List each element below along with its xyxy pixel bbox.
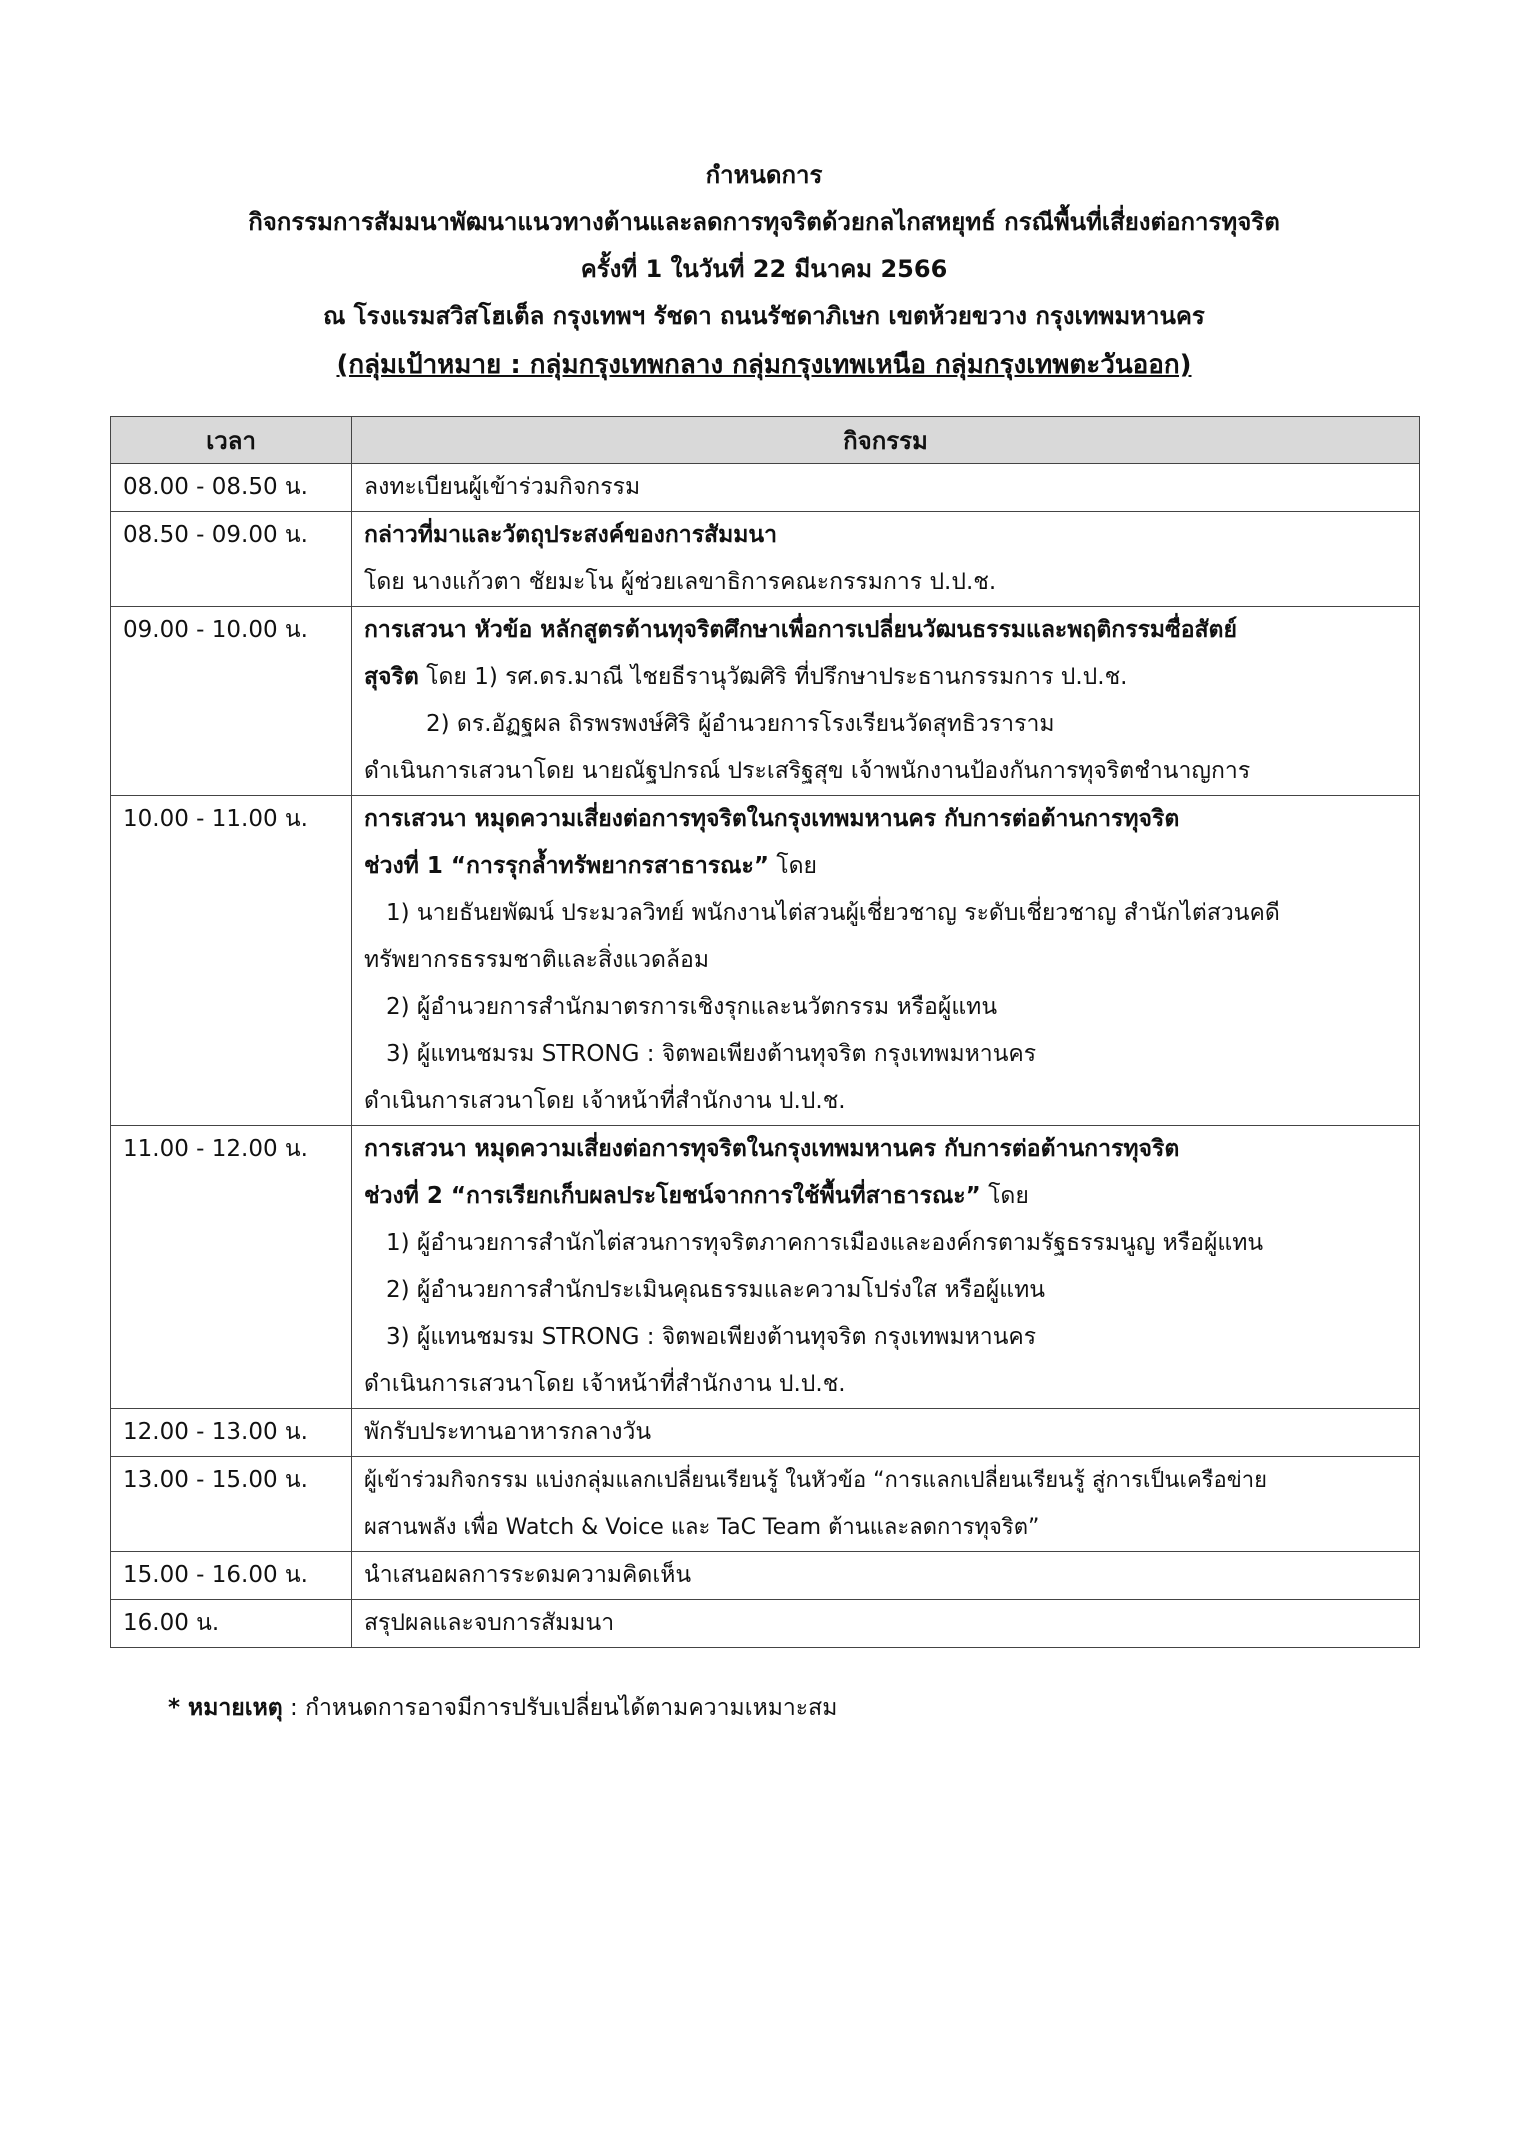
row-activity bbox=[352, 512, 1420, 607]
row-activity bbox=[352, 1126, 1420, 1409]
table-row bbox=[111, 1409, 1420, 1457]
row-activity bbox=[352, 1409, 1420, 1457]
row-time: 08.50 - 09.00 น. bbox=[111, 512, 352, 607]
activity-line bbox=[364, 654, 1407, 701]
row-time: 15.00 - 16.00 น. bbox=[111, 1552, 352, 1600]
activity-title: กล่าวที่มาและวัตถุประสงค์ของการสัมมนา bbox=[364, 522, 778, 548]
header-title: กำหนดการ bbox=[705, 161, 823, 189]
table-row bbox=[111, 1600, 1420, 1648]
row-activity bbox=[352, 1457, 1420, 1552]
by-label: โดย bbox=[980, 1183, 1029, 1209]
row-activity bbox=[352, 464, 1420, 512]
table-row bbox=[111, 1457, 1420, 1552]
activity-title: การเสวนา หัวข้อ หลักสูตรต้านทุจริตศึกษาเพื่อการเปลี่ยนวัฒนธรรมและพฤติกรรมซื่อสัตย์ bbox=[364, 617, 1237, 643]
activity-title-cont: สุจริต bbox=[364, 664, 419, 690]
moderator-line: ดำเนินการเสวนาโดย เจ้าหน้าที่สำนักงาน ป.ป.ช. bbox=[364, 1088, 846, 1114]
row-time: 09.00 - 10.00 น. bbox=[111, 607, 352, 796]
row-activity bbox=[352, 607, 1420, 796]
table-row bbox=[111, 1552, 1420, 1600]
document-header bbox=[0, 152, 1528, 390]
speaker-line: 2) ดร.อัฏฐผล ถิรพรพงษ์ศิริ ผู้อำนวยการโรงเรียนวัดสุทธิวราราม bbox=[426, 711, 1055, 737]
speaker-line: 2) ผู้อำนวยการสำนักมาตรการเชิงรุกและนวัตกรรม หรือผู้แทน bbox=[386, 994, 998, 1020]
activity-line: ผสานพลัง เพื่อ Watch & Voice และ TaC Team ต้านและลดการทุจริต” bbox=[364, 1515, 1040, 1540]
activity-line: ผู้เข้าร่วมกิจกรรม แบ่งกลุ่มแลกเปลี่ยนเรียนรู้ ในหัวข้อ “การแลกเปลี่ยนเรียนรู้ สู่การเป็นเครือข่าย bbox=[364, 1468, 1267, 1493]
activity-line: ลงทะเบียนผู้เข้าร่วมกิจกรรม bbox=[364, 474, 641, 500]
session-title: ช่วงที่ 1 “การรุกล้ำทรัพยากรสาธารณะ” bbox=[364, 853, 769, 879]
moderator-line: ดำเนินการเสวนาโดย นายณัฐปกรณ์ ประเสริฐสุข เจ้าพนักงานป้องกันการทุจริตชำนาญการ bbox=[364, 758, 1251, 784]
footnote-label: * หมายเหตุ bbox=[168, 1695, 283, 1721]
header-target-group: (กลุ่มเป้าหมาย : กลุ่มกรุงเทพกลาง กลุ่มกรุงเทพเหนือ กลุ่มกรุงเทพตะวันออก) bbox=[336, 350, 1192, 380]
column-header-time: เวลา bbox=[111, 417, 352, 464]
header-venue: ณ โรงแรมสวิสโฮเต็ล กรุงเทพฯ รัชดา ถนนรัชดาภิเษก เขตห้วยขวาง กรุงเทพมหานคร bbox=[323, 302, 1205, 330]
activity-line: พักรับประทานอาหารกลางวัน bbox=[364, 1419, 652, 1445]
row-activity bbox=[352, 1600, 1420, 1648]
footnote-text: : กำหนดการอาจมีการปรับเปลี่ยนได้ตามความเหมาะสม bbox=[282, 1695, 838, 1721]
footnote bbox=[168, 1690, 837, 1726]
speaker-line: 3) ผู้แทนชมรม STRONG : จิตพอเพียงต้านทุจริต กรุงเทพมหานคร bbox=[386, 1041, 1037, 1067]
speaker-line: ทรัพยากรธรรมชาติและสิ่งแวดล้อม bbox=[364, 947, 709, 973]
row-time: 11.00 - 12.00 น. bbox=[111, 1126, 352, 1409]
table-row bbox=[111, 1126, 1420, 1409]
row-activity bbox=[352, 1552, 1420, 1600]
activity-title: การเสวนา หมุดความเสี่ยงต่อการทุจริตในกรุงเทพมหานคร กับการต่อต้านการทุจริต bbox=[364, 806, 1180, 832]
table-row bbox=[111, 464, 1420, 512]
table-row bbox=[111, 796, 1420, 1126]
header-event-name: กิจกรรมการสัมมนาพัฒนาแนวทางต้านและลดการทุจริตด้วยกลไกสหยุทธ์ กรณีพื้นที่เสี่ยงต่อการทุจริต bbox=[248, 208, 1280, 236]
session-title: ช่วงที่ 2 “การเรียกเก็บผลประโยชน์จากการใช้พื้นที่สาธารณะ” bbox=[364, 1183, 981, 1209]
speaker-line: 3) ผู้แทนชมรม STRONG : จิตพอเพียงต้านทุจริต กรุงเทพมหานคร bbox=[386, 1324, 1037, 1350]
row-time: 08.00 - 08.50 น. bbox=[111, 464, 352, 512]
activity-line: โดย นางแก้วตา ชัยมะโน ผู้ช่วยเลขาธิการคณะกรรมการ ป.ป.ช. bbox=[364, 569, 997, 595]
activity-title: การเสวนา หมุดความเสี่ยงต่อการทุจริตในกรุงเทพมหานคร กับการต่อต้านการทุจริต bbox=[364, 1136, 1180, 1162]
schedule-table bbox=[110, 416, 1420, 1648]
row-time: 12.00 - 13.00 น. bbox=[111, 1409, 352, 1457]
moderator-line: ดำเนินการเสวนาโดย เจ้าหน้าที่สำนักงาน ป.ป.ช. bbox=[364, 1371, 846, 1397]
table-header-row bbox=[111, 417, 1420, 464]
by-label: โดย bbox=[768, 853, 818, 879]
row-time: 10.00 - 11.00 น. bbox=[111, 796, 352, 1126]
activity-line bbox=[364, 1173, 1407, 1220]
speaker-line: 1) ผู้อำนวยการสำนักไต่สวนการทุจริตภาคการเมืองและองค์กรตามรัฐธรรมนูญ หรือผู้แทน bbox=[386, 1230, 1264, 1256]
row-time: 16.00 น. bbox=[111, 1600, 352, 1648]
row-activity bbox=[352, 796, 1420, 1126]
table-row bbox=[111, 512, 1420, 607]
column-header-activity: กิจกรรม bbox=[352, 417, 1420, 464]
table-row bbox=[111, 607, 1420, 796]
activity-line: สรุปผลและจบการสัมมนา bbox=[364, 1610, 615, 1636]
speaker-line: 2) ผู้อำนวยการสำนักประเมินคุณธรรมและความโปร่งใส หรือผู้แทน bbox=[386, 1277, 1045, 1303]
speaker-line: โดย 1) รศ.ดร.มาณี ไชยธีรานุวัฒศิริ ที่ปรึกษาประธานกรรมการ ป.ป.ช. bbox=[418, 664, 1128, 690]
activity-line bbox=[364, 843, 1407, 890]
activity-line: นำเสนอผลการระดมความคิดเห็น bbox=[364, 1562, 692, 1588]
speaker-line: 1) นายธันยพัฒน์ ประมวลวิทย์ พนักงานไต่สวนผู้เชี่ยวชาญ ระดับเชี่ยวชาญ สำนักไต่สวนคดี bbox=[386, 900, 1280, 926]
row-time: 13.00 - 15.00 น. bbox=[111, 1457, 352, 1552]
header-date: ครั้งที่ 1 ในวันที่ 22 มีนาคม 2566 bbox=[580, 255, 948, 283]
